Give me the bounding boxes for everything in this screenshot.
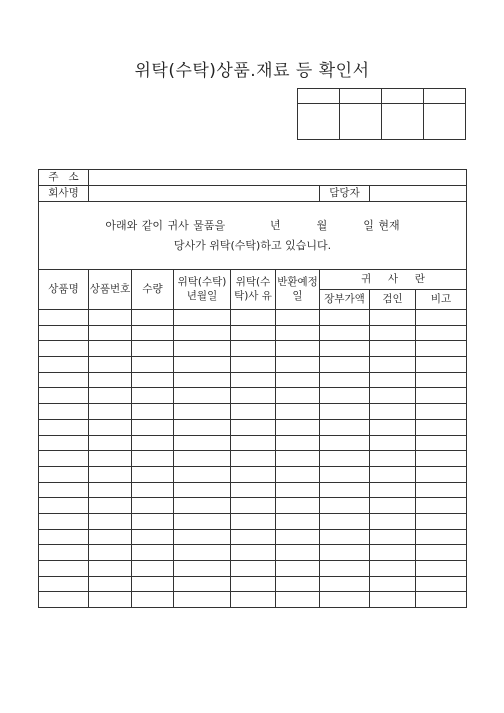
table-cell[interactable] [132, 482, 174, 498]
table-cell[interactable] [416, 310, 467, 326]
table-cell[interactable] [276, 372, 320, 388]
table-cell[interactable] [89, 561, 132, 577]
table-cell[interactable] [320, 498, 370, 514]
table-cell[interactable] [39, 576, 89, 592]
table-row [39, 545, 467, 561]
table-cell[interactable] [231, 592, 276, 608]
table-row [39, 372, 467, 388]
table-cell[interactable] [370, 451, 416, 467]
table-cell[interactable] [416, 419, 467, 435]
confirmation-table [38, 169, 467, 608]
table-cell[interactable] [39, 529, 89, 545]
table-cell[interactable] [320, 576, 370, 592]
table-cell[interactable] [89, 482, 132, 498]
book-value-header: 장부가액 [320, 290, 370, 310]
table-cell[interactable] [89, 592, 132, 608]
approval-sign-cell-2[interactable] [340, 104, 382, 140]
return-date-header: 반환예정일 [276, 270, 320, 310]
table-cell[interactable] [320, 482, 370, 498]
table-cell[interactable] [416, 592, 467, 608]
table-cell[interactable] [174, 498, 231, 514]
table-cell[interactable] [89, 388, 132, 404]
table-cell[interactable] [320, 325, 370, 341]
table-cell[interactable] [276, 466, 320, 482]
table-cell[interactable] [370, 513, 416, 529]
table-cell[interactable] [174, 561, 231, 577]
table-cell[interactable] [132, 576, 174, 592]
table-cell[interactable] [132, 592, 174, 608]
table-cell[interactable] [174, 357, 231, 373]
table-cell[interactable] [276, 498, 320, 514]
table-cell[interactable] [416, 529, 467, 545]
table-cell[interactable] [174, 325, 231, 341]
table-cell[interactable] [132, 404, 174, 420]
table-cell[interactable] [132, 466, 174, 482]
notice-text [39, 202, 467, 270]
table-cell[interactable] [231, 419, 276, 435]
table-cell[interactable] [39, 388, 89, 404]
table-cell[interactable] [416, 513, 467, 529]
approval-sign-cell-1[interactable] [298, 104, 340, 140]
table-cell[interactable] [416, 498, 467, 514]
table-cell[interactable] [320, 419, 370, 435]
table-row [39, 388, 467, 404]
table-cell[interactable] [89, 451, 132, 467]
table-row [39, 592, 467, 608]
table-cell[interactable] [174, 545, 231, 561]
product-no-header: 상품번호 [89, 270, 132, 310]
table-cell[interactable] [89, 498, 132, 514]
table-row [39, 576, 467, 592]
table-cell[interactable] [89, 545, 132, 561]
product-name-header: 상품명 [39, 270, 89, 310]
table-cell[interactable] [416, 357, 467, 373]
table-cell[interactable] [174, 435, 231, 451]
table-cell[interactable] [89, 357, 132, 373]
company-name-label: 회사명 [39, 186, 89, 202]
table-cell[interactable] [320, 310, 370, 326]
table-row [39, 357, 467, 373]
table-cell[interactable] [132, 513, 174, 529]
table-cell[interactable] [370, 561, 416, 577]
table-cell[interactable] [132, 451, 174, 467]
company-name-field[interactable] [89, 186, 320, 202]
table-cell[interactable] [416, 388, 467, 404]
table-cell[interactable] [370, 419, 416, 435]
table-cell[interactable] [39, 482, 89, 498]
table-cell[interactable] [276, 435, 320, 451]
table-cell[interactable] [132, 561, 174, 577]
table-cell[interactable] [132, 341, 174, 357]
table-row [39, 498, 467, 514]
table-cell[interactable] [276, 451, 320, 467]
table-cell[interactable] [132, 310, 174, 326]
table-cell[interactable] [231, 451, 276, 467]
table-row [39, 482, 467, 498]
table-cell[interactable] [276, 561, 320, 577]
table-row [39, 325, 467, 341]
table-cell[interactable] [89, 513, 132, 529]
table-cell[interactable] [276, 341, 320, 357]
approval-sign-cell-4[interactable] [424, 104, 466, 140]
table-cell[interactable] [132, 419, 174, 435]
table-cell[interactable] [276, 325, 320, 341]
table-cell[interactable] [370, 545, 416, 561]
table-cell[interactable] [320, 513, 370, 529]
table-cell[interactable] [174, 341, 231, 357]
table-cell[interactable] [320, 592, 370, 608]
table-row [39, 435, 467, 451]
table-cell[interactable] [39, 451, 89, 467]
table-cell[interactable] [39, 498, 89, 514]
table-row [39, 451, 467, 467]
table-cell[interactable] [370, 388, 416, 404]
table-cell[interactable] [320, 451, 370, 467]
table-cell[interactable] [39, 341, 89, 357]
table-cell[interactable] [320, 529, 370, 545]
address-label: 주 소 [39, 170, 89, 186]
table-cell[interactable] [39, 561, 89, 577]
table-cell[interactable] [132, 372, 174, 388]
table-cell[interactable] [320, 545, 370, 561]
table-cell[interactable] [320, 388, 370, 404]
table-cell[interactable] [39, 435, 89, 451]
table-cell[interactable] [231, 513, 276, 529]
table-cell[interactable] [276, 310, 320, 326]
consign-reason-header: 위탁(수탁)사 유 [231, 270, 276, 310]
table-cell[interactable] [370, 482, 416, 498]
table-cell[interactable] [320, 404, 370, 420]
table-cell[interactable] [39, 419, 89, 435]
table-cell[interactable] [276, 513, 320, 529]
table-cell[interactable] [89, 419, 132, 435]
table-cell[interactable] [132, 435, 174, 451]
table-row [39, 529, 467, 545]
remarks-header: 비고 [416, 290, 467, 310]
table-cell[interactable] [416, 466, 467, 482]
table-row [39, 341, 467, 357]
table-cell[interactable] [39, 592, 89, 608]
consign-date-header: 위탁(수탁) 년월일 [174, 270, 231, 310]
approval-header-cell-2 [340, 89, 382, 104]
table-cell[interactable] [276, 357, 320, 373]
table-cell[interactable] [370, 592, 416, 608]
table-cell[interactable] [276, 404, 320, 420]
approval-header-cell-4 [424, 89, 466, 104]
table-cell[interactable] [276, 529, 320, 545]
table-row [39, 561, 467, 577]
table-cell[interactable] [231, 561, 276, 577]
table-cell[interactable] [276, 419, 320, 435]
table-cell[interactable] [370, 357, 416, 373]
notice-line-1: 아래와 같이 귀사 물품을 년 월 일 현재 [105, 218, 400, 232]
table-cell[interactable] [89, 325, 132, 341]
table-cell[interactable] [39, 357, 89, 373]
approval-sign-cell-3[interactable] [382, 104, 424, 140]
table-cell[interactable] [231, 372, 276, 388]
table-cell[interactable] [174, 529, 231, 545]
table-cell[interactable] [231, 576, 276, 592]
data-rows [39, 310, 467, 608]
table-cell[interactable] [416, 561, 467, 577]
table-cell[interactable] [89, 466, 132, 482]
table-cell[interactable] [276, 592, 320, 608]
table-cell[interactable] [174, 419, 231, 435]
table-cell[interactable] [416, 576, 467, 592]
table-cell[interactable] [416, 435, 467, 451]
approval-header-cell-3 [382, 89, 424, 104]
table-cell[interactable] [416, 482, 467, 498]
table-cell[interactable] [370, 325, 416, 341]
table-cell[interactable] [174, 388, 231, 404]
table-cell[interactable] [370, 576, 416, 592]
document-title: 위탁(수탁)상품.재료 등 확인서 [134, 61, 370, 81]
table-cell[interactable] [39, 513, 89, 529]
table-cell[interactable] [416, 325, 467, 341]
manager-label: 담당자 [320, 186, 370, 202]
address-field[interactable] [89, 170, 467, 186]
table-cell[interactable] [174, 466, 231, 482]
table-cell[interactable] [231, 325, 276, 341]
table-cell[interactable] [89, 310, 132, 326]
table-cell[interactable] [174, 513, 231, 529]
table-cell[interactable] [174, 592, 231, 608]
table-cell[interactable] [231, 404, 276, 420]
table-cell[interactable] [416, 341, 467, 357]
table-cell[interactable] [370, 529, 416, 545]
table-cell[interactable] [132, 388, 174, 404]
table-cell[interactable] [132, 545, 174, 561]
approval-box [297, 88, 466, 140]
table-cell[interactable] [39, 325, 89, 341]
table-cell[interactable] [89, 529, 132, 545]
table-row [39, 310, 467, 326]
table-cell[interactable] [231, 529, 276, 545]
table-cell[interactable] [370, 435, 416, 451]
table-cell[interactable] [132, 325, 174, 341]
your-company-header: 귀 사 란 [320, 270, 467, 290]
table-cell[interactable] [416, 404, 467, 420]
table-cell[interactable] [320, 372, 370, 388]
table-cell[interactable] [416, 545, 467, 561]
table-cell[interactable] [39, 545, 89, 561]
table-cell[interactable] [276, 482, 320, 498]
table-cell[interactable] [132, 357, 174, 373]
table-row [39, 419, 467, 435]
table-cell[interactable] [174, 372, 231, 388]
table-cell[interactable] [174, 482, 231, 498]
table-cell[interactable] [231, 482, 276, 498]
table-cell[interactable] [231, 341, 276, 357]
table-cell[interactable] [132, 498, 174, 514]
table-cell[interactable] [320, 341, 370, 357]
table-cell[interactable] [370, 310, 416, 326]
table-cell[interactable] [370, 498, 416, 514]
table-cell[interactable] [231, 545, 276, 561]
table-cell[interactable] [89, 372, 132, 388]
inspection-header: 검인 [370, 290, 416, 310]
table-cell[interactable] [39, 310, 89, 326]
table-cell[interactable] [320, 561, 370, 577]
table-cell[interactable] [370, 404, 416, 420]
table-cell[interactable] [276, 545, 320, 561]
table-cell[interactable] [39, 466, 89, 482]
table-cell[interactable] [231, 498, 276, 514]
table-cell[interactable] [416, 372, 467, 388]
table-cell[interactable] [39, 372, 89, 388]
table-cell[interactable] [370, 372, 416, 388]
table-cell[interactable] [89, 576, 132, 592]
table-cell[interactable] [231, 435, 276, 451]
table-cell[interactable] [416, 451, 467, 467]
table-cell[interactable] [89, 404, 132, 420]
notice-line-2: 당사가 위탁(수탁)하고 있습니다. [173, 238, 332, 252]
table-cell[interactable] [39, 404, 89, 420]
table-cell[interactable] [231, 310, 276, 326]
table-cell[interactable] [174, 576, 231, 592]
table-cell[interactable] [320, 466, 370, 482]
table-cell[interactable] [370, 466, 416, 482]
approval-header-cell-1 [298, 89, 340, 104]
table-cell[interactable] [370, 341, 416, 357]
table-cell[interactable] [174, 310, 231, 326]
manager-field[interactable] [370, 186, 467, 202]
table-cell[interactable] [231, 388, 276, 404]
table-cell[interactable] [231, 466, 276, 482]
table-cell[interactable] [174, 451, 231, 467]
table-cell[interactable] [89, 341, 132, 357]
table-cell[interactable] [276, 388, 320, 404]
table-cell[interactable] [174, 404, 231, 420]
table-cell[interactable] [132, 529, 174, 545]
table-cell[interactable] [276, 576, 320, 592]
table-row [39, 513, 467, 529]
table-cell[interactable] [320, 357, 370, 373]
table-row [39, 466, 467, 482]
table-cell[interactable] [89, 435, 132, 451]
table-cell[interactable] [231, 357, 276, 373]
quantity-header: 수량 [132, 270, 174, 310]
table-row [39, 404, 467, 420]
table-cell[interactable] [320, 435, 370, 451]
